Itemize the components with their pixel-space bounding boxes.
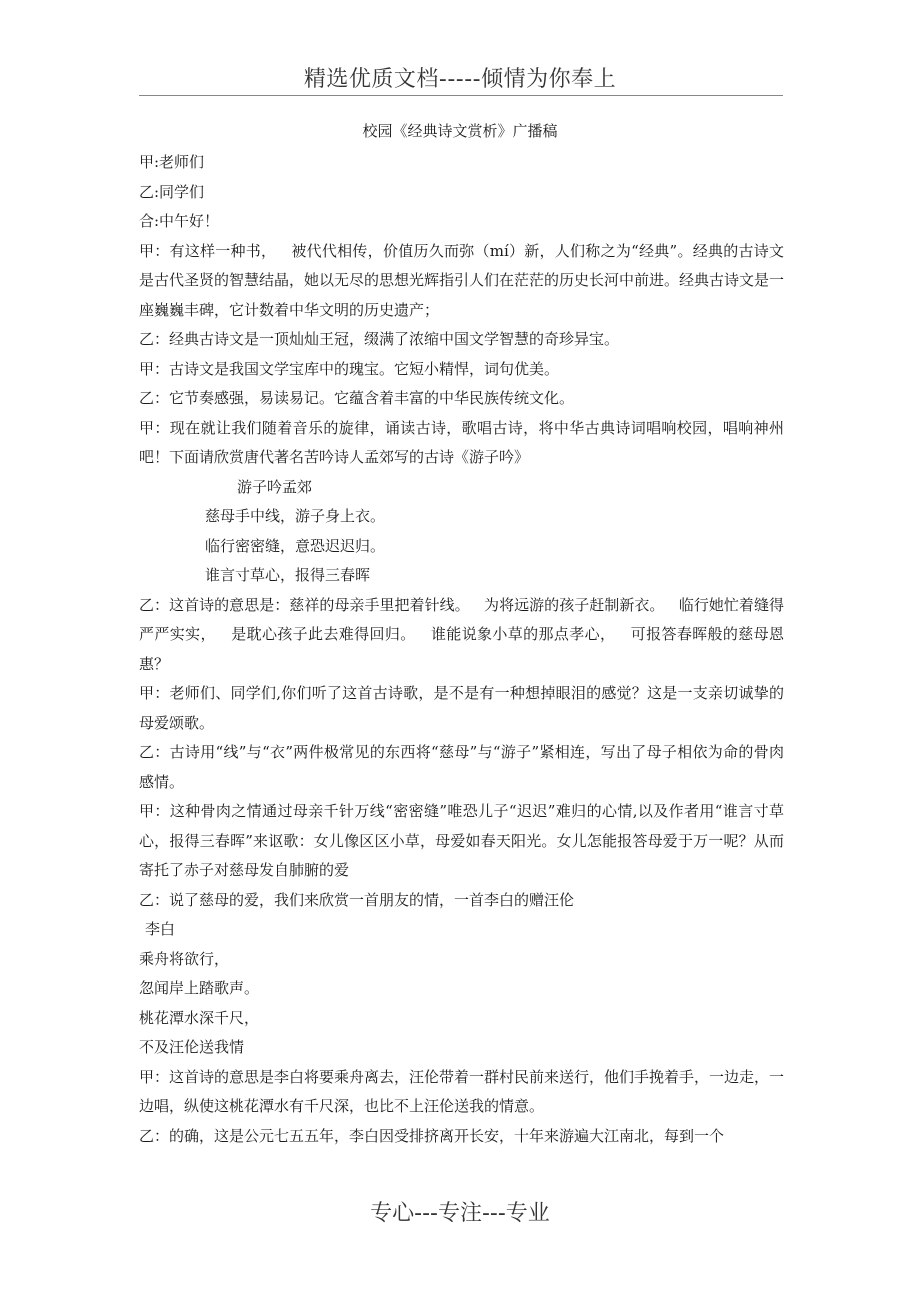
poem-author: 李白 <box>145 920 176 938</box>
header-rule <box>139 95 783 96</box>
dialogue-line: 乙：它节奏感强，易读易记。它蕴含着丰富的中华民族传统文化。 <box>139 389 575 407</box>
page-footer: 专心---专注---专业 <box>370 1201 550 1226</box>
dialogue-paragraph: 甲：这种骨肉之情通过母亲千针万线“密密缝”唯恐儿子“迟迟”难归的心情,以及作者用“谁言寸草心，报得三春晖”来讴歌：女儿像区区小草，母爱如春天阳光。女儿怎能报答母爱于万一呢？从而寄托了赤子对慈母发自肺腑的爱 <box>139 802 784 879</box>
dialogue-paragraph: 甲：这首诗的意思是李白将要乘舟离去，汪伦带着一群村民前来送行，他们手挽着手，一边走，一边唱，纵使这桃花潭水有千尺深，也比不上汪伦送我的情意。 <box>139 1067 785 1115</box>
poem-line: 慈母手中线，游子身上衣。 <box>205 507 386 525</box>
dialogue-line: 甲:老师们 <box>139 153 205 171</box>
dialogue-paragraph: 乙：古诗用“线”与“衣”两件极常见的东西将“慈母”与“游子”紧相连，写出了母子相依为命的骨肉感情。 <box>139 743 784 791</box>
dialogue-line: 合:中午好！ <box>139 212 220 230</box>
dialogue-line: 甲：古诗文是我国文学宝库中的瑰宝。它短小精悍，词句优美。 <box>139 359 560 378</box>
poem-line: 谁言寸草心，报得三春晖 <box>205 566 371 584</box>
dialogue-line: 乙：说了慈母的爱，我们来欣赏一首朋友的情，一首李白的赠汪伦 <box>139 890 575 909</box>
dialogue-paragraph: 甲：现在就让我们随着音乐的旋律，诵读古诗，歌唱古诗，将中华古典诗词唱响校园，唱响神州吧！下面请欣赏唐代著名苦吟诗人孟郊写的古诗《游子吟》 <box>139 418 784 466</box>
poem-line: 不及汪伦送我情 <box>139 1038 245 1056</box>
document-title: 校园《经典诗文赏析》广播稿 <box>362 122 558 140</box>
page-header: 精选优质文档-----倾情为你奉上 <box>303 67 617 92</box>
document-body <box>139 148 784 1151</box>
poem-line: 忽闻岸上踏歌声。 <box>139 979 260 997</box>
poem-line: 乘舟将欲行， <box>139 949 230 968</box>
dialogue-line: 乙：经典古诗文是一顶灿灿王冠，缀满了浓缩中国文学智慧的奇珍异宝。 <box>139 330 620 348</box>
poem-line: 临行密密缝，意恐迟迟归。 <box>205 536 386 555</box>
dialogue-paragraph: 乙：这首诗的意思是：慈祥的母亲手里把着针线。 为将远游的孩子赶制新衣。 临行她忙着缝得严严实实， 是耽心孩子此去难得回归。 谁能说象小草的那点孝心， 可报答春晖般的慈母恩惠？ <box>139 595 784 673</box>
dialogue-paragraph: 甲：老师们、同学们,你们听了这首古诗歌，是不是有一种想掉眼泪的感觉？这是一支亲切诚挚的母爱颂歌。 <box>139 684 784 732</box>
dialogue-line: 乙:同学们 <box>139 182 205 201</box>
poem-line: 桃花潭水深千尺， <box>139 1008 260 1027</box>
dialogue-paragraph: 甲：有这样一种书， 被代代相传，价值历久而弥（mí）新，人们称之为“经典”。经典的古诗文是古代圣贤的智慧结晶，她以无尽的思想光辉指引人们在茫茫的历史长河中前进。经典古诗文是一座巍巍丰碑，它计数着中华文明的历史遗产； <box>139 241 785 319</box>
poem-title: 游子吟孟郊 <box>237 477 313 496</box>
dialogue-line: 乙：的确，这是公元七五五年，李白因受排挤离开长安，十年来游遍大江南北，每到一个 <box>139 1126 725 1145</box>
